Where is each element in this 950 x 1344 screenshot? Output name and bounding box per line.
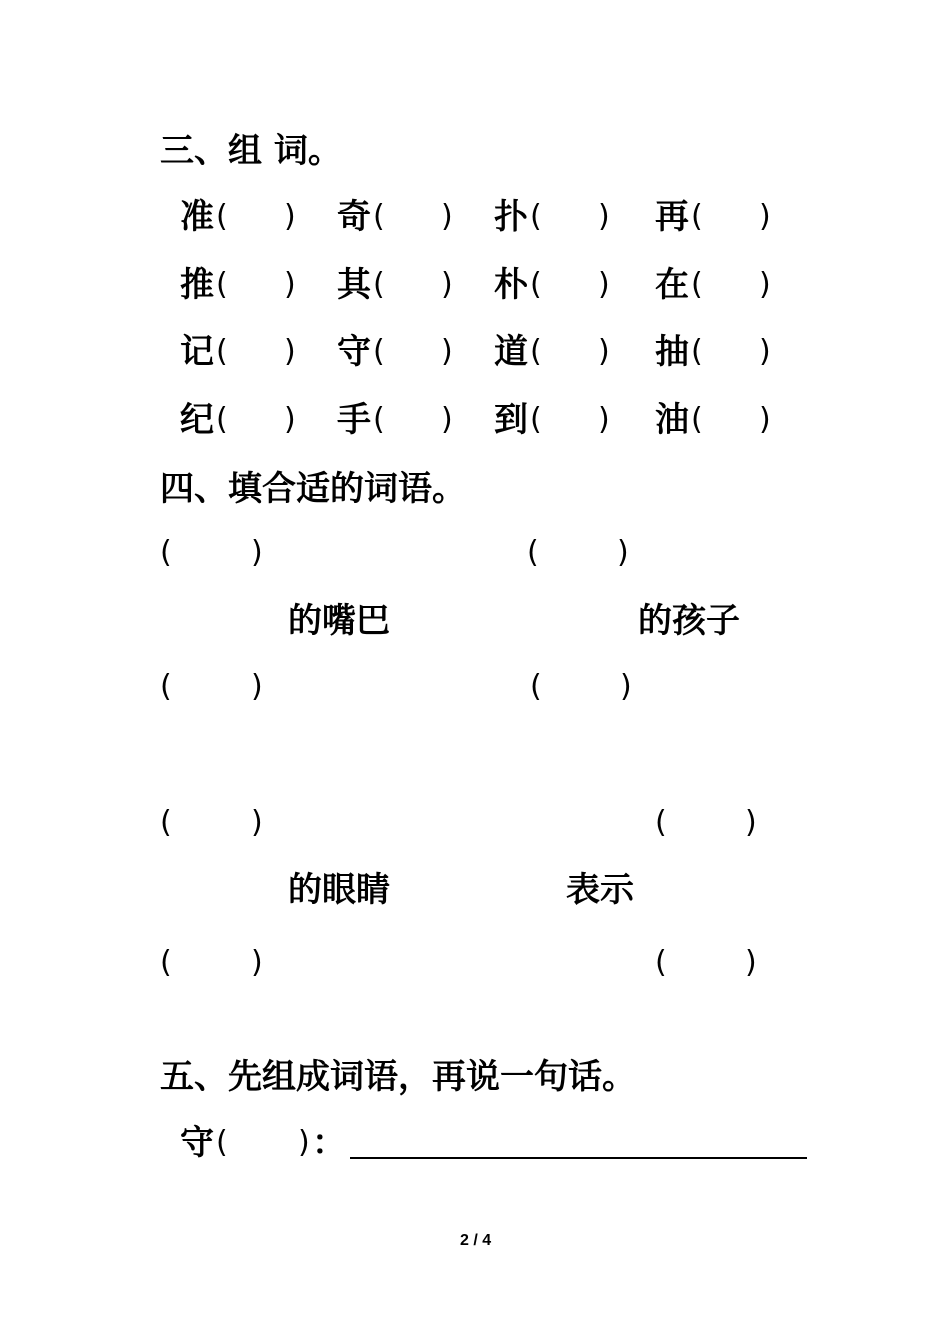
blank-paren-open: ( bbox=[216, 402, 228, 437]
blank-paren-close: ) bbox=[284, 267, 296, 302]
blank-paren-close: ) bbox=[598, 402, 610, 437]
blank-paren-open: ( bbox=[216, 267, 228, 302]
section-5-title: 五、先组成词语，再说一句话。 bbox=[160, 1057, 636, 1097]
blank-paren-close: ) bbox=[298, 1125, 310, 1160]
blank-paren-close: ) bbox=[759, 199, 771, 234]
item-char: 守 bbox=[180, 1123, 214, 1163]
blank-paren-close: ) bbox=[284, 402, 296, 437]
grid-char: 到 bbox=[494, 400, 528, 440]
blank-paren-open: ( bbox=[530, 334, 542, 369]
phrase-eyes: 的眼睛 bbox=[288, 870, 390, 910]
blank-paren-close: ) bbox=[759, 267, 771, 302]
blank-paren-open: ( bbox=[160, 669, 172, 704]
blank-paren-close: ) bbox=[745, 805, 757, 840]
blank-paren-close: ) bbox=[251, 535, 263, 570]
blank-paren-open: ( bbox=[216, 334, 228, 369]
blank-paren-close: ) bbox=[251, 669, 263, 704]
grid-char: 油 bbox=[655, 400, 689, 440]
blank-paren-open: ( bbox=[373, 199, 385, 234]
grid-char: 其 bbox=[337, 265, 371, 305]
blank-paren-open: ( bbox=[530, 199, 542, 234]
blank-paren-open: ( bbox=[160, 945, 172, 980]
grid-char: 道 bbox=[494, 332, 528, 372]
blank-paren-close: ) bbox=[620, 669, 632, 704]
blank-paren-open: ( bbox=[160, 535, 172, 570]
blank-paren-close: ) bbox=[759, 402, 771, 437]
grid-char: 再 bbox=[655, 197, 689, 237]
answer-line[interactable] bbox=[350, 1157, 807, 1159]
blank-paren-close: ) bbox=[441, 402, 453, 437]
blank-paren-open: ( bbox=[691, 402, 703, 437]
blank-paren-open: ( bbox=[691, 334, 703, 369]
blank-paren-open: ( bbox=[530, 402, 542, 437]
blank-paren-open: ( bbox=[655, 805, 667, 840]
blank-paren-close: ) bbox=[251, 945, 263, 980]
blank-paren-open: ( bbox=[530, 669, 542, 704]
grid-char: 准 bbox=[180, 197, 214, 237]
grid-char: 抽 bbox=[655, 332, 689, 372]
item-colon: ： bbox=[312, 1123, 346, 1163]
blank-paren-open: ( bbox=[691, 199, 703, 234]
blank-paren-open: ( bbox=[691, 267, 703, 302]
grid-char: 奇 bbox=[337, 197, 371, 237]
blank-paren-close: ) bbox=[598, 267, 610, 302]
blank-paren-open: ( bbox=[216, 199, 228, 234]
blank-paren-close: ) bbox=[598, 199, 610, 234]
grid-char: 纪 bbox=[180, 400, 214, 440]
blank-paren-open: ( bbox=[216, 1125, 228, 1160]
phrase-child: 的孩子 bbox=[638, 601, 740, 641]
blank-paren-open: ( bbox=[160, 805, 172, 840]
section-3-title: 三、组 词。 bbox=[160, 131, 342, 171]
grid-char: 朴 bbox=[494, 265, 528, 305]
grid-char: 在 bbox=[655, 265, 689, 305]
grid-char: 扑 bbox=[494, 197, 528, 237]
blank-paren-close: ) bbox=[598, 334, 610, 369]
blank-paren-open: ( bbox=[527, 535, 539, 570]
grid-char: 手 bbox=[337, 400, 371, 440]
page-number: 2 / 4 bbox=[460, 1232, 492, 1249]
blank-paren-close: ) bbox=[441, 334, 453, 369]
blank-paren-open: ( bbox=[373, 267, 385, 302]
grid-char: 守 bbox=[337, 332, 371, 372]
blank-paren-open: ( bbox=[655, 945, 667, 980]
blank-paren-close: ) bbox=[284, 334, 296, 369]
phrase-express: 表示 bbox=[566, 870, 634, 910]
phrase-mouth: 的嘴巴 bbox=[288, 601, 390, 641]
blank-paren-open: ( bbox=[373, 402, 385, 437]
blank-paren-close: ) bbox=[617, 535, 629, 570]
blank-paren-close: ) bbox=[441, 199, 453, 234]
grid-char: 记 bbox=[180, 332, 214, 372]
blank-paren-open: ( bbox=[373, 334, 385, 369]
blank-paren-close: ) bbox=[759, 334, 771, 369]
blank-paren-close: ) bbox=[441, 267, 453, 302]
blank-paren-close: ) bbox=[745, 945, 757, 980]
blank-paren-close: ) bbox=[284, 199, 296, 234]
section-4-title: 四、填合适的词语。 bbox=[160, 469, 466, 509]
blank-paren-open: ( bbox=[530, 267, 542, 302]
blank-paren-close: ) bbox=[251, 805, 263, 840]
grid-char: 推 bbox=[180, 265, 214, 305]
